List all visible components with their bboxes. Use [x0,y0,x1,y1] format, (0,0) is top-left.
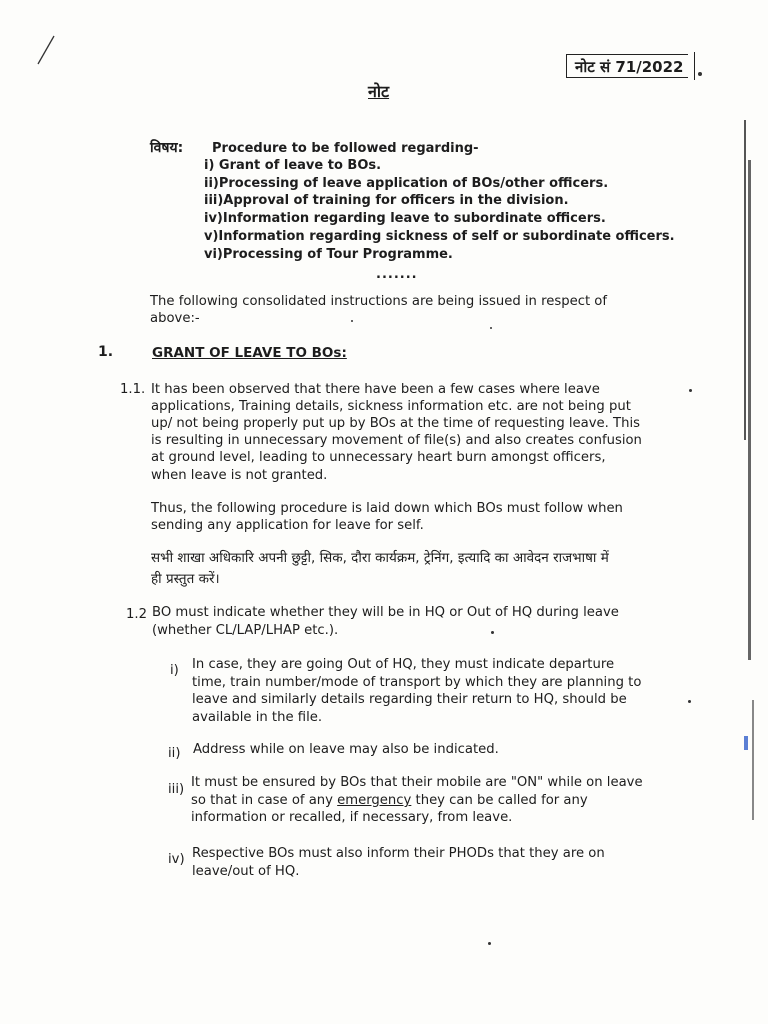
subject-line: ii)Processing of leave application of BOs/other officers. [204,176,609,191]
hindi-instruction-line: ही प्रस्तुत करें। [151,571,220,587]
paragraph-line: (whether CL/LAP/LHAP etc.). [152,623,339,638]
note-number: नोट सं 71/2022 [566,54,688,78]
item-line: Respective BOs must also inform their PHODs that they are on [192,846,605,861]
subject-line: iv)Information regarding leave to subordinate officers. [204,211,606,226]
subject-label: विषय: [150,140,184,156]
page-title: नोट [368,82,390,101]
emphasis-word: emergency [337,793,412,808]
scan-edge [744,120,746,440]
subject-line: v)Information regarding sickness of self or subordinate officers. [204,229,675,244]
paragraph-number: 1.1. [120,382,146,397]
item-line: Address while on leave may also be indicated. [193,742,499,757]
subject-line: iii)Approval of training for officers in the division. [204,193,569,208]
item-line: leave and similarly details regarding their return to HQ, should be [192,692,627,707]
separator-dots: ....... [376,267,418,282]
item-line: In case, they are going Out of HQ, they must indicate departure [192,657,615,672]
scan-edge [748,160,751,660]
item-number: ii) [168,746,181,761]
subject-line: vi)Processing of Tour Programme. [204,247,453,262]
ink-dot [351,320,353,322]
pen-stroke-mark [34,34,58,66]
scan-edge [752,700,754,820]
item-number: iii) [168,782,185,797]
section-number: 1. [98,344,114,360]
ink-dot [689,389,692,392]
blue-ink-mark [744,736,748,750]
item-line [191,792,675,810]
ink-dot [688,700,691,703]
thus-line: sending any application for leave for self. [151,518,424,533]
ink-dot [488,942,491,945]
hindi-instruction-line: सभी शाखा अधिकारि अपनी छुट्टी, सिक, दौरा कार्यक्रम, ट्रेनिंग, इत्यादि का आवेदन राजभाषा में [151,550,609,566]
ink-dot [698,72,702,76]
paragraph-line: is resulting in unnecessary movement of file(s) and also creates confusion [151,433,642,448]
item-number: iv) [168,852,185,867]
paragraph-line: when leave is not granted. [151,468,328,483]
subject-line: Procedure to be followed regarding- [212,141,479,156]
item-line: available in the file. [192,710,323,725]
paragraph-line: applications, Training details, sickness information etc. are not being put [151,399,631,414]
paragraph-line: BO must indicate whether they will be in HQ or Out of HQ during leave [152,605,619,620]
item-line: It must be ensured by BOs that their mobile are "ON" while on leave [191,775,643,790]
item-line: leave/out of HQ. [192,864,300,879]
item-number: i) [170,663,179,678]
intro-line: The following consolidated instructions are being issued in respect of [150,294,608,309]
section-title: GRANT OF LEAVE TO BOs: [152,345,347,361]
item-line: time, train number/mode of transport by which they are planning to [192,675,642,690]
ink-dot [490,327,492,329]
item-line-part: so that in case of any [191,793,338,808]
note-number-bracket [688,52,695,80]
item-line-part: they can be called for any [411,793,588,808]
ink-dot [491,631,494,634]
intro-line: above:- [150,311,200,326]
paragraph-line: up/ not being properly put up by BOs at the time of requesting leave. This [151,416,640,431]
paragraph-line: at ground level, leading to unnecessary heart burn amongst officers, [151,450,606,465]
paragraph-number: 1.2 [126,607,147,622]
item-line: information or recalled, if necessary, from leave. [191,810,513,825]
thus-line: Thus, the following procedure is laid down which BOs must follow when [151,501,623,516]
subject-line: i) Grant of leave to BOs. [204,158,382,173]
paragraph-line: It has been observed that there have been a few cases where leave [151,382,600,397]
